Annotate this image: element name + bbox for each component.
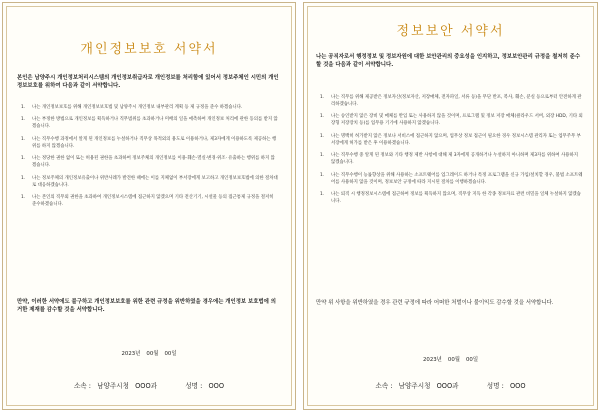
closing-text: 만약, 이러한 서약에도 불구하고 개인정보보호를 위한 관련 규정을 위반하였을 경우에는 개인정보 보호법에 의거한 제재를 감수할 것을 서약합니다. — [17, 299, 276, 314]
pledge-item: 1. 나는 부정한 방법으로 개인정보를 획득하거나 직무범위를 초과하거나 미배의 일을 애측하여 개인정보 처리에 관한 동의를 받지 않겠습니다. — [21, 117, 278, 130]
document-title: 정보보안 서약서 — [396, 24, 505, 39]
pledge-item: 1. 나는 직무수행 중 알게 된 정보와 기타 행정 제반 사항에 대해 제 3자에게 공개하거나 누설하지 아니하며 제3자를 위하여 사용하지 않겠습니다. — [320, 153, 579, 166]
pledge-list — [21, 104, 279, 213]
pledge-item: 1. 나는 정당한 권한 없이 또는 허용된 권한을 초과하여 정보주체의 개인정보를 이용·훼손·멸실·변경·위조· 유출하는 행위를 하지 않겠습니다. — [21, 156, 275, 169]
pledge-item: 1. 나는 직무수행 과정에서 알게 된 개인정보를 누설하거나 직무상 목적외의 용도로 이용하거나, 제3자에게 이용하도록 제공하는 행위를 하지 않겠습니다. — [21, 136, 277, 149]
signature-line: 소속 : 남양주시청 OOO과 성명 : OOO — [73, 382, 225, 390]
document-title: 개인정보보호 서약서 — [80, 42, 218, 57]
closing-text: 만약 위 사항을 위반하였을 경우 관련 규정에 따라 어떠한 처벌이나 불이익도 감수할 것을 서약합니다. — [316, 300, 554, 306]
pledge-item: 1. 나는 개인정보보호를 위해 개인정보보호법 및 남양주시 개인정보 내부관리 계획 등 제 규정을 준수 하겠습니다. — [21, 105, 243, 110]
pledge-item: 1. 나는 직무수행이 능률향상을 위해 사용하는 소프트웨어를 업그레이드 하거나 특정 프로그램을 신규 가입/설치할 경우, 불법 소프트웨어를 사용하지 않을 것이며, 정보보안 규정에 따라 지시된 절차를 이행하겠습니다. — [320, 172, 583, 185]
intro-text: 본인은 남양주시 개인정보처리시스템의 개인정보취급자로 개인정보를 처리함에 있어서 정보주체인 시민의 개인정보보호를 위하여 다음과 같이 서약합니다. — [17, 75, 279, 90]
pledge-list — [320, 94, 583, 210]
pledge-item: 1. 나는 승인받지 않은 장비 및 매체를 반입 또는 사용하지 않을 것이며, 프로그램 및 정보 저장 매체(클라우드 서버, 외장 HDD, 기타 외장형 저장장치 등)를 업무용 기기에 사용하지 않겠습니다. — [320, 114, 583, 127]
pledge-item: 1. 나는 직무를 위해 제공받은 정보자산(정보자산, 저장매체, 전자파일, 서류 등)을 무단 반포, 복사, 훼손, 분실 등으로부터 안전하게 관리하겠습니다. — [320, 95, 582, 107]
pledge-date: 2023년 00월 00일 — [121, 351, 177, 357]
pledge-item: 1. 나는 명백히 허가받지 않은 정보나 서비스에 접근하지 않으며, 업무상 정보 접근이 필요한 경우 정보시스템 관리자 또는 업무주무 부서장에게 허가를 받은 후 이용하겠습니다. — [320, 133, 581, 146]
pledge-date: 2023년 00월 00일 — [422, 357, 479, 363]
intro-text: 나는 공직자로서 행정정보 및 정보자원에 대한 보안관리의 중요성을 인지하고, 정보보안관리 규정을 철저히 준수할 것을 다음과 같이 서약합니다. — [316, 54, 581, 69]
security-pledge-document — [303, 2, 598, 410]
signature-line: 소속 : 남양주시청 OOO과 성명 : OOO — [375, 382, 526, 390]
privacy-pledge-document — [2, 2, 296, 410]
pledge-item: 1. 나는 정보주체의 개인정보유출이나 위반사례가 발견한 때에는 이를 지체없이 부서장에게 보고하고 개인정보보호법에 의한 절차대로 대응하겠습니다. — [21, 175, 278, 188]
pledge-item: 1. 나는 퇴직 시 행정정보시스템에 접근하여 정보를 획득하지 않으며, 직무상 지득 한 각종 정보자료 관련 비밀을 일체 누설하지 않겠습니다. — [320, 191, 581, 204]
pledge-item: 1. 나는 본인의 직무외 권한을 초과하여 개인정보시스템에 접근하지 않겠으며 기타 전산기기, 시설물 등의 접근통제 규정을 철저히 준수하겠습니다. — [21, 194, 274, 207]
